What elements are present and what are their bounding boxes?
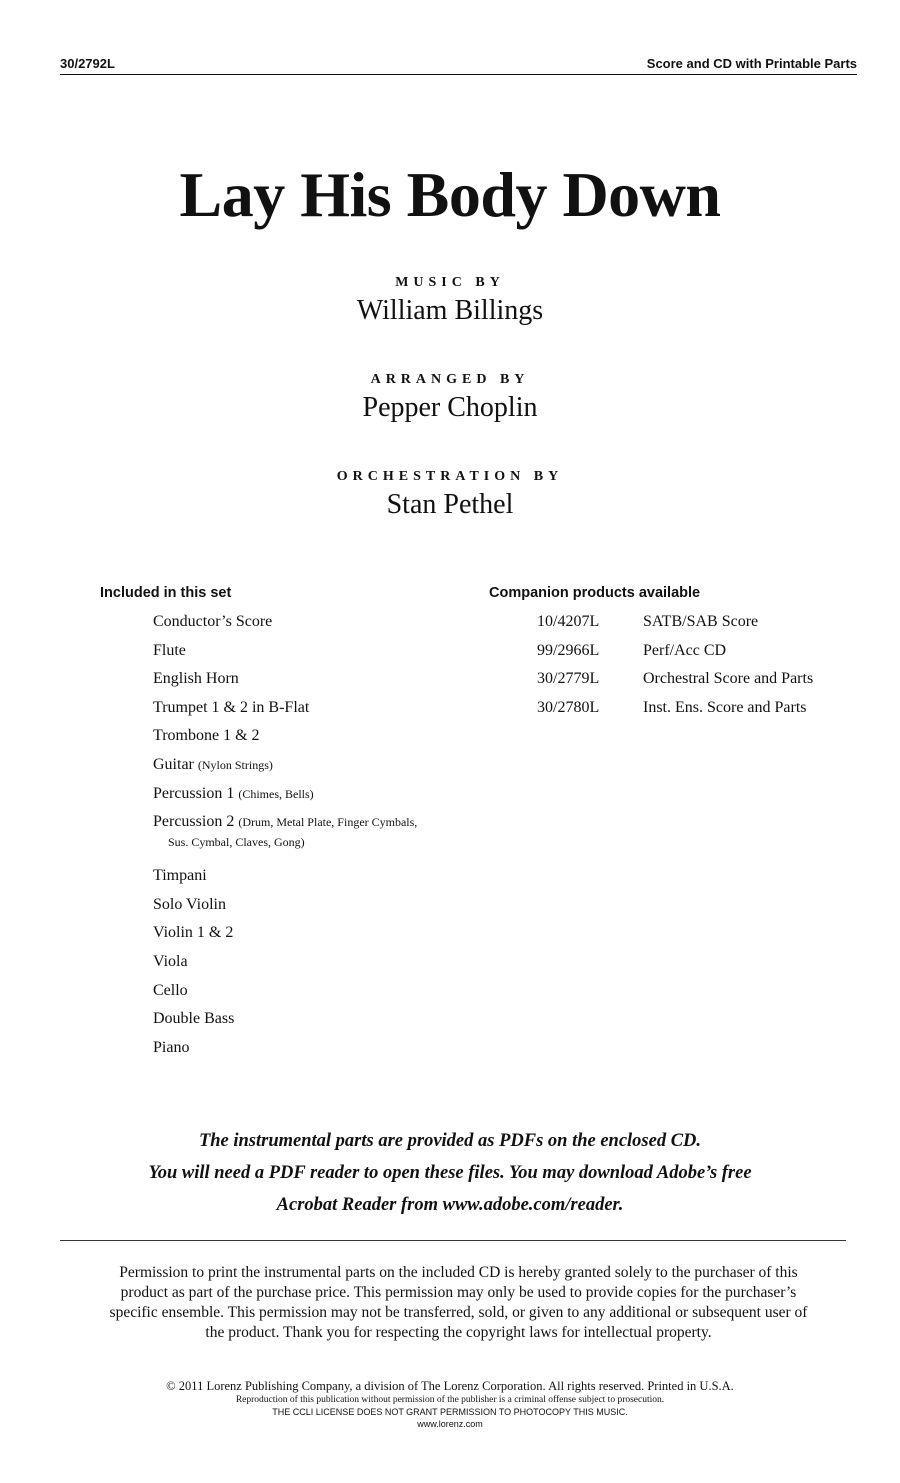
list-item: Piano	[153, 1038, 190, 1056]
list-item: Violin 1 & 2	[153, 924, 234, 942]
list-item: English Horn	[153, 670, 239, 688]
companion-list	[537, 612, 813, 726]
list-item: Percussion 2 (Drum, Metal Plate, Finger Cymbals, Sus. Cymbal, Claves, Gong)	[153, 813, 418, 850]
catalog-number: 30/2792L	[60, 56, 115, 71]
ccli-notice: THE CCLI LICENSE DOES NOT GRANT PERMISSION TO PHOTOCOPY THIS MUSIC.	[272, 1407, 628, 1417]
orchestration-by-label: ORCHESTRATION BY	[336, 469, 564, 484]
publisher-url: www.lorenz.com	[417, 1419, 483, 1429]
product-code: 30/2779L	[537, 670, 600, 688]
product-type: Score and CD with Printable Parts	[646, 56, 857, 71]
list-item	[537, 612, 813, 641]
list-item	[537, 698, 813, 727]
product-code: 10/4207L	[537, 613, 600, 630]
divider	[60, 1240, 846, 1241]
product-code: 30/2780L	[537, 698, 600, 716]
permission-text: Permission to print the instrumental parts on the included CD is hereby granted solely to the purchaser of this product as part of the purchase price. This permission may only be used to provide copies for the purchaser’s specific ensemble. This permission may not be transferred, sold, or given to any additional or subsequent user of the product. Thank you for respecting the copyright laws for intellectual property.	[109, 1264, 808, 1341]
list-item: Trombone 1 & 2	[153, 727, 260, 745]
product-code: 99/2966L	[537, 641, 600, 659]
arranger-name: Pepper Choplin	[362, 392, 538, 423]
orchestrator-name: Stan Pethel	[386, 489, 514, 520]
list-item	[537, 641, 813, 670]
arranged-by-label: ARRANGED BY	[370, 372, 530, 387]
copyright-line: © 2011 Lorenz Publishing Company, a division of The Lorenz Corporation. All rights reserved. Printed in U.S.A.	[166, 1379, 734, 1393]
companion-heading: Companion products available	[489, 585, 701, 601]
list-item: Flute	[153, 641, 186, 659]
list-item: Conductor’s Score	[153, 613, 273, 630]
page-header	[60, 54, 857, 75]
list-item: Guitar (Nylon Strings)	[153, 755, 273, 773]
list-item: Solo Violin	[153, 895, 226, 913]
included-heading: Included in this set	[100, 585, 232, 601]
product-description: Orchestral Score and Parts	[643, 670, 814, 688]
list-item: Timpani	[153, 867, 207, 885]
page-title: Lay His Body Down	[179, 159, 721, 230]
product-description: Inst. Ens. Score and Parts	[643, 698, 807, 716]
list-item: Percussion 1 (Chimes, Bells)	[153, 784, 314, 802]
included-list	[153, 612, 417, 1066]
product-description: SATB/SAB Score	[643, 613, 759, 630]
music-by-label: MUSIC BY	[395, 275, 505, 290]
pdf-notice: The instrumental parts are provided as PDFs on the enclosed CD. You will need a PDF reader to open these files. You may download Adobe’s free Acrobat Reader from www.adobe.com/reader.	[148, 1131, 752, 1215]
reproduction-warning: Reproduction of this publication without permission of the publisher is a criminal offense subject to prosecution.	[235, 1395, 665, 1405]
product-description: Perf/Acc CD	[643, 641, 727, 659]
list-item: Viola	[153, 952, 188, 970]
list-item: Double Bass	[153, 1010, 235, 1028]
list-item: Trumpet 1 & 2 in B-Flat	[153, 698, 310, 716]
composer-name: William Billings	[356, 295, 544, 326]
list-item: Cello	[153, 981, 188, 999]
list-item	[537, 669, 813, 698]
